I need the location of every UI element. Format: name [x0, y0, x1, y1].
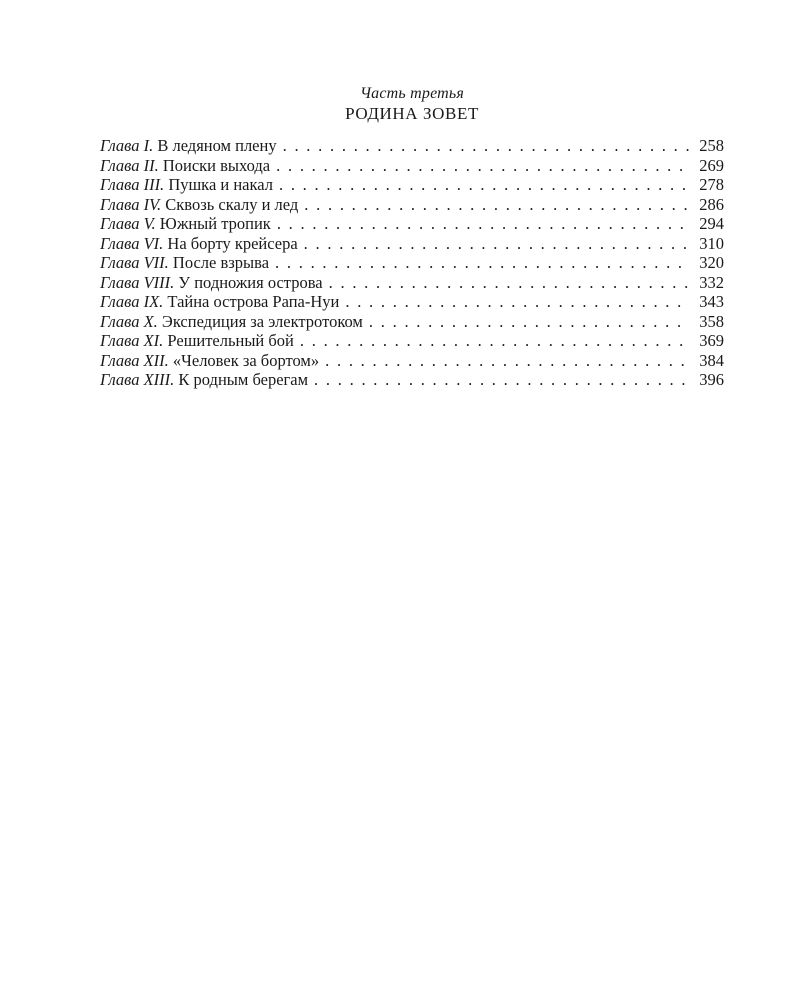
chapter-number: Глава II. — [100, 155, 159, 175]
dot-leader — [279, 175, 690, 195]
page-number: 258 — [699, 136, 724, 155]
toc-page — [100, 84, 724, 390]
toc-entry-6 — [100, 234, 724, 254]
chapter-title: Поиски выхода — [162, 155, 271, 175]
toc-entry-10 — [100, 312, 724, 332]
page-number: 278 — [699, 175, 724, 194]
dot-leader — [345, 292, 690, 312]
page-number: 294 — [699, 214, 724, 233]
page-number: 343 — [699, 292, 724, 311]
page-number: 396 — [699, 370, 724, 389]
chapter-title: В ледяном плену — [157, 136, 277, 155]
toc-entry-1 — [100, 136, 724, 156]
dot-leader — [276, 156, 690, 176]
dot-leader — [304, 234, 690, 254]
dot-leader — [325, 351, 690, 371]
chapter-title: На борту крейсера — [167, 233, 298, 253]
page-number: 369 — [699, 331, 724, 350]
toc-entry-8 — [100, 273, 724, 293]
page-number: 310 — [699, 233, 724, 253]
page-number: 269 — [699, 155, 724, 175]
table-of-contents — [100, 136, 724, 390]
chapter-number: Глава VII. — [100, 253, 169, 272]
toc-entry-4 — [100, 195, 724, 215]
chapter-number: Глава IV. — [100, 194, 162, 214]
chapter-title: Южный тропик — [159, 214, 271, 233]
dot-leader — [275, 253, 690, 273]
toc-entry-12 — [100, 351, 724, 371]
page-number: 320 — [699, 253, 724, 272]
toc-entry-5 — [100, 214, 724, 234]
page-number: 332 — [699, 272, 724, 292]
chapter-title: Решительный бой — [167, 331, 294, 350]
chapter-title: После взрыва — [172, 253, 270, 272]
chapter-number: Глава III. — [100, 175, 165, 194]
chapter-title: К родным берегам — [178, 370, 309, 389]
toc-entry-11 — [100, 331, 724, 351]
page-number: 286 — [699, 194, 724, 214]
chapter-number: Глава XII. — [100, 350, 169, 370]
chapter-number: Глава VI. — [100, 233, 164, 253]
page-number: 384 — [699, 350, 724, 370]
chapter-number: Глава XIII. — [100, 370, 175, 389]
chapter-number: Глава VIII. — [100, 272, 175, 292]
toc-entry-2 — [100, 156, 724, 176]
page-number: 358 — [699, 311, 724, 331]
chapter-title: Экспедиция за электротоком — [161, 311, 363, 331]
dot-leader — [329, 273, 690, 293]
chapter-title: «Человек за бортом» — [172, 350, 320, 370]
part-label: Часть третья — [359, 85, 465, 102]
chapter-title: У подножия острова — [178, 272, 323, 292]
toc-entry-7 — [100, 253, 724, 273]
chapter-title: Пушка и накал — [168, 175, 273, 194]
dot-leader — [369, 312, 690, 332]
toc-entry-3 — [100, 175, 724, 195]
chapter-title: Тайна острова Рапа-Нуи — [167, 292, 340, 311]
chapter-number: Глава X. — [100, 311, 158, 331]
chapter-title: Сквозь скалу и лед — [165, 194, 299, 214]
chapter-number: Глава V. — [100, 214, 156, 233]
dot-leader — [277, 214, 690, 234]
dot-leader — [300, 331, 690, 351]
toc-entry-13 — [100, 370, 724, 390]
chapter-number: Глава IX. — [100, 292, 164, 311]
toc-entry-9 — [100, 292, 724, 312]
part-title: РОДИНА ЗОВЕТ — [345, 104, 479, 123]
chapter-number: Глава XI. — [100, 331, 164, 350]
dot-leader — [304, 195, 690, 215]
chapter-number: Глава I. — [100, 136, 154, 155]
dot-leader — [314, 370, 690, 390]
dot-leader — [283, 136, 690, 156]
